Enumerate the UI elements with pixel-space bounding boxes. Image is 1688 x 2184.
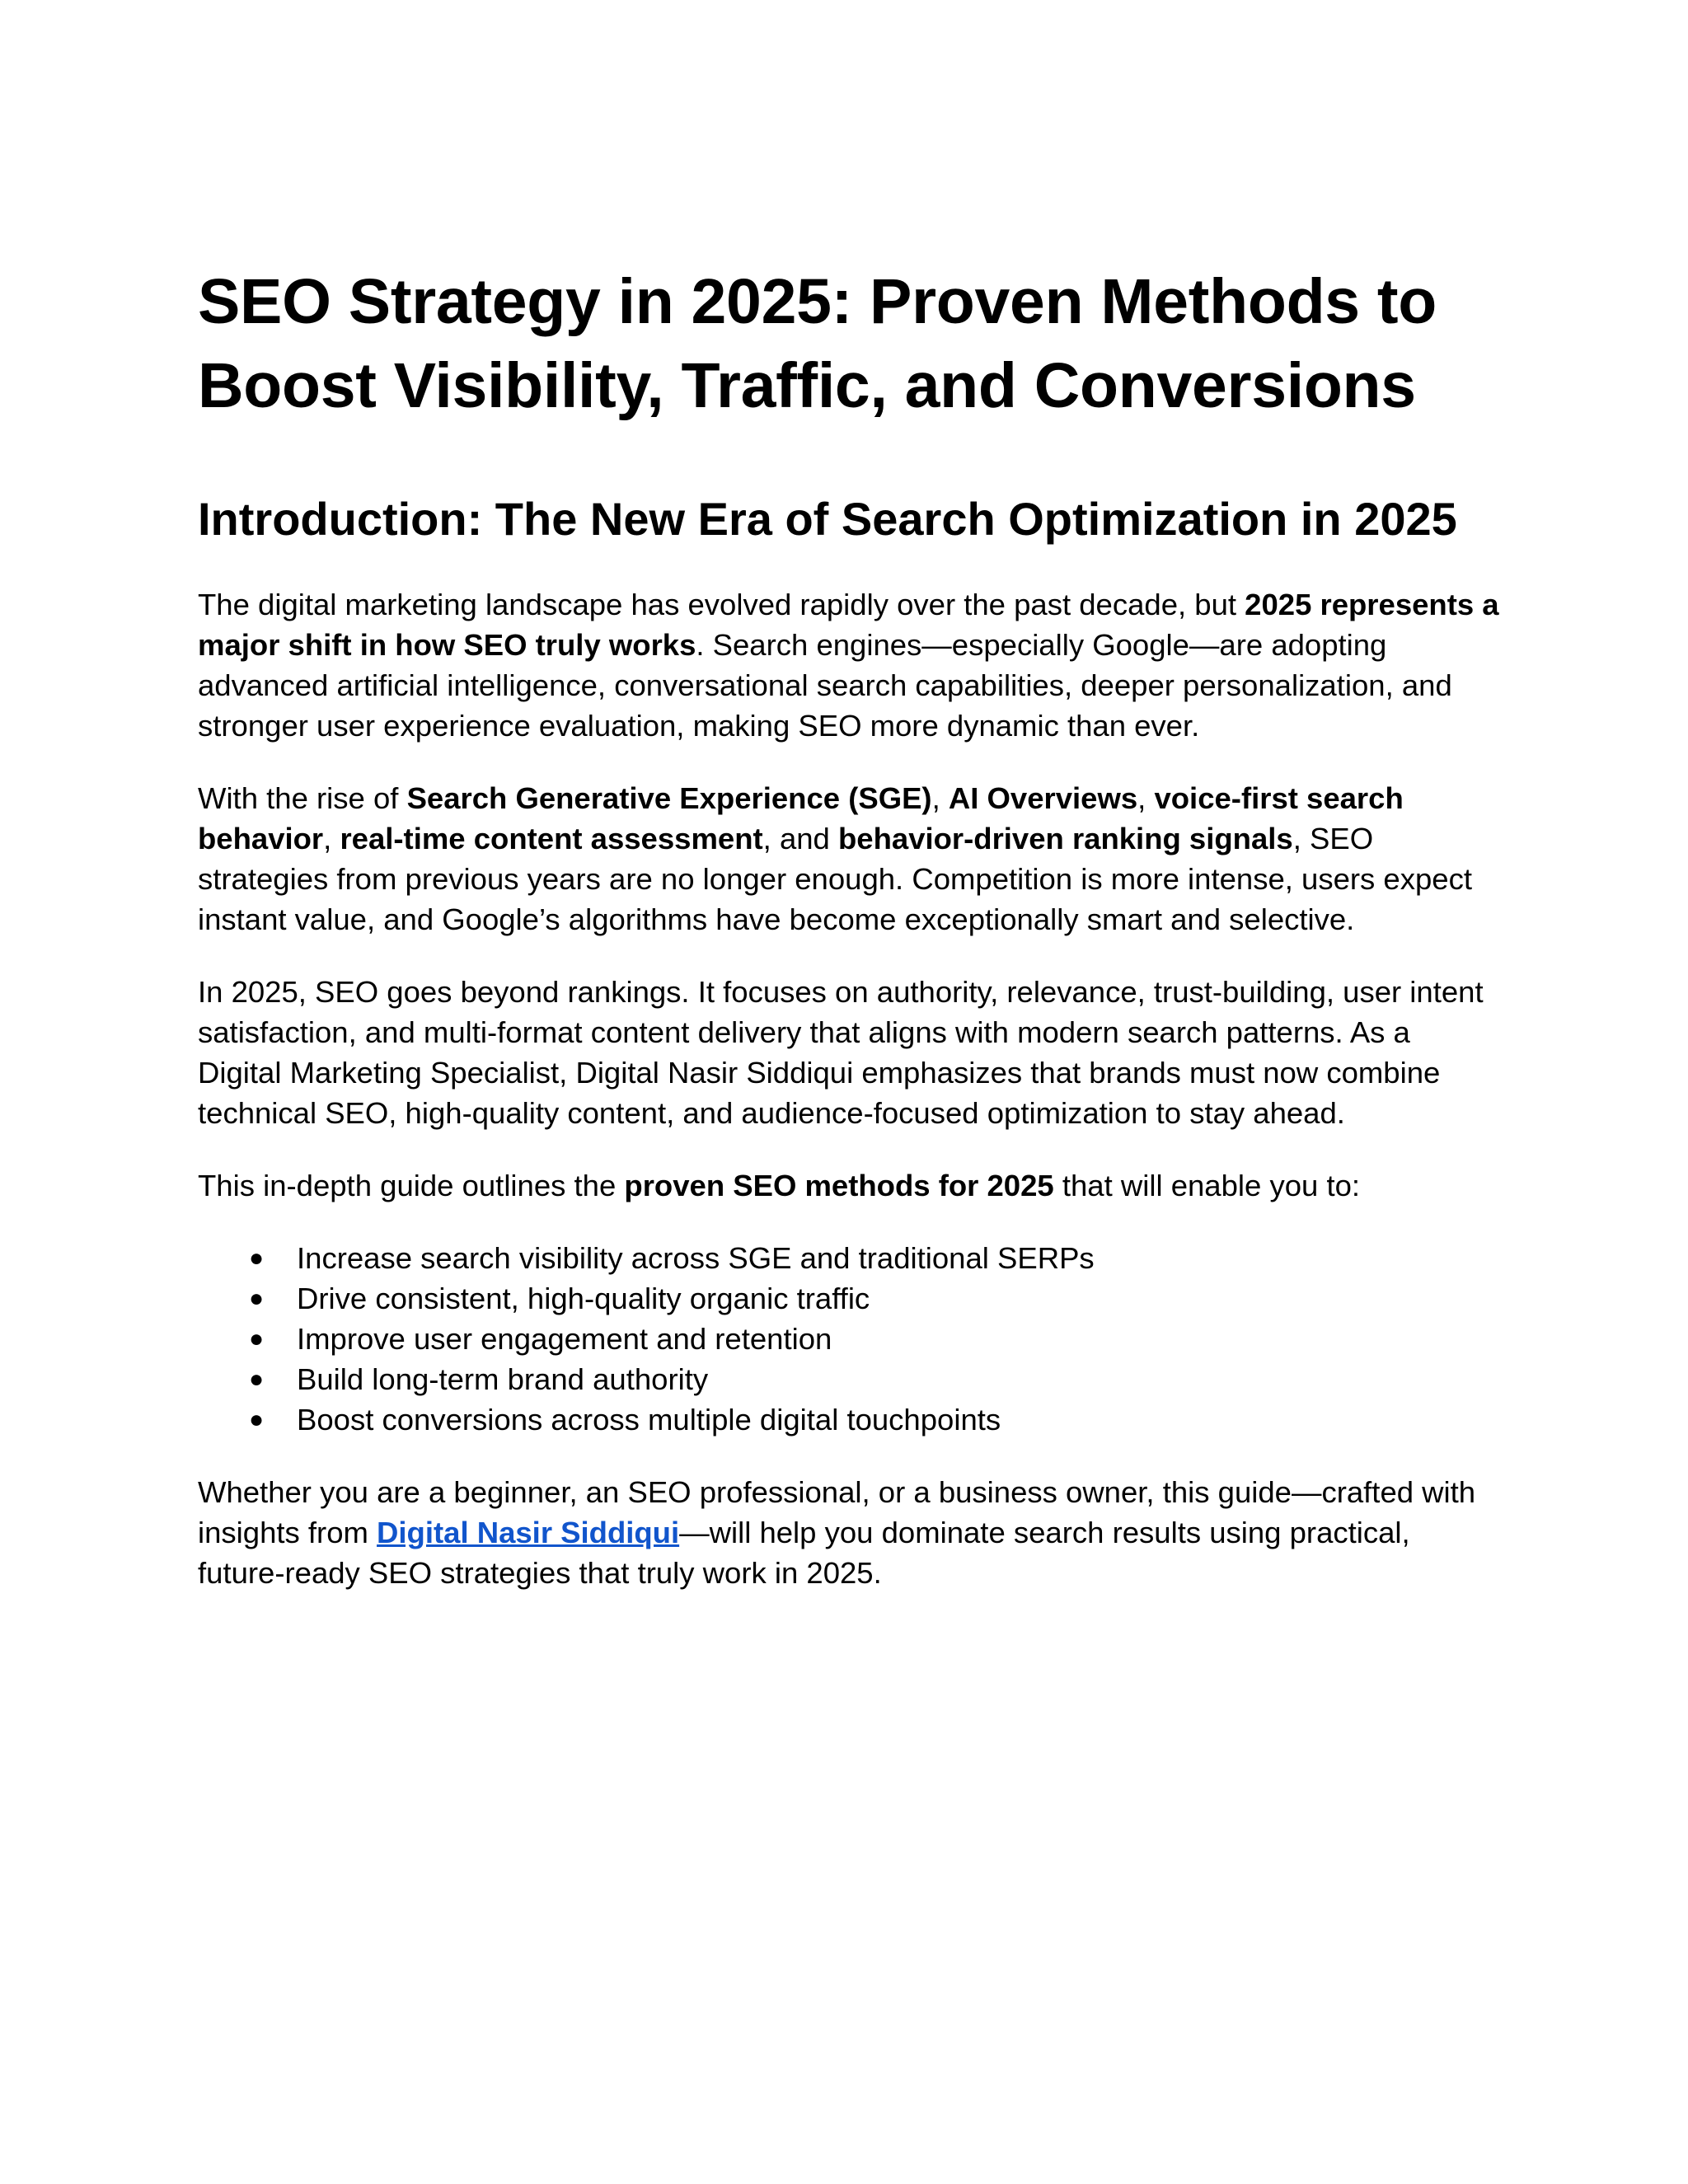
bold-run: real-time content assessment [340,822,763,855]
title-line-1: SEO Strategy in 2025: Proven Methods to [198,266,1437,337]
text-run: . Search engines—especially Google—are adopting advanced artificial intelligence, conversational search capabilities, deeper personalization, and stronger user experience evaluation, making SEO more dynamic than ever. [198,628,1452,743]
list-item-text: Drive consistent, high-quality organic traffic [297,1282,870,1315]
document-title [198,260,1500,428]
text-run: that will enable you to: [1053,1169,1361,1202]
list-item [198,1238,1500,1278]
bullet-icon: ● [249,1406,265,1433]
list-item [198,1359,1500,1399]
list-item-text: Boost conversions across multiple digital touchpoints [297,1403,1001,1436]
text-run: , [1137,781,1155,815]
bold-run: 2025 represents a major shift in how SEO truly works [198,588,1499,662]
text-run: Whether you are a beginner, an SEO professional, or a business owner, this guide—crafted with insights from [198,1475,1476,1549]
title-line-2: Boost Visibility, Traffic, and Conversions [198,350,1416,421]
list-item-text: Increase search visibility across SGE and traditional SERPs [297,1241,1095,1275]
section-heading: Introduction: The New Era of Search Optimization in 2025 [198,493,1457,545]
paragraph-beyond-rankings: In 2025, SEO goes beyond rankings. It focuses on authority, relevance, trust-building, user intent satisfaction, and multi-format content delivery that aligns with modern search patterns. As a Digital Marketing Specialist, Digital Nasir Siddiqui emphasizes that brands must now combine technical SEO, high-quality content, and audience-focused optimization to stay ahead. [198,975,1484,1130]
paragraph-closing [198,1472,1500,1593]
bullet-icon: ● [249,1325,265,1352]
list-item-text: Build long-term brand authority [297,1362,709,1396]
paragraph-intro [198,584,1500,746]
document-page [198,260,1500,1593]
bold-run: proven SEO methods for 2025 [624,1169,1054,1202]
bold-run: Search Generative Experience (SGE) [406,781,932,815]
text-run: With the rise of [198,781,407,815]
bold-run: voice-first search behavior [198,781,1404,855]
text-run: , [931,781,949,815]
list-item [198,1278,1500,1319]
text-run: —will help you dominate search results using practical, future-ready SEO strategies that truly work in 2025. [198,1516,1410,1590]
paragraph-guide-outline [198,1165,1500,1206]
list-item [198,1319,1500,1359]
benefits-list [198,1238,1500,1440]
list-item [198,1399,1500,1440]
text-run: The digital marketing landscape has evolved rapidly over the past decade, but [198,588,1245,621]
text-run: , and [762,822,838,855]
list-item-text: Improve user engagement and retention [297,1322,832,1356]
author-link[interactable]: Digital Nasir Siddiqui [377,1516,680,1549]
bold-run: AI Overviews [948,781,1138,815]
bullet-icon: ● [249,1366,265,1393]
bullet-icon: ● [249,1285,265,1312]
bold-run: behavior-driven ranking signals [838,822,1293,855]
text-run: , SEO strategies from previous years are no longer enough. Competition is more intense, users expect instant value, and Google’s algorithms have become exceptionally smart and selective. [198,822,1472,936]
text-run: , [323,822,340,855]
paragraph-rise [198,778,1500,940]
text-run: This in-depth guide outlines the [198,1169,625,1202]
bullet-icon: ● [249,1244,265,1272]
